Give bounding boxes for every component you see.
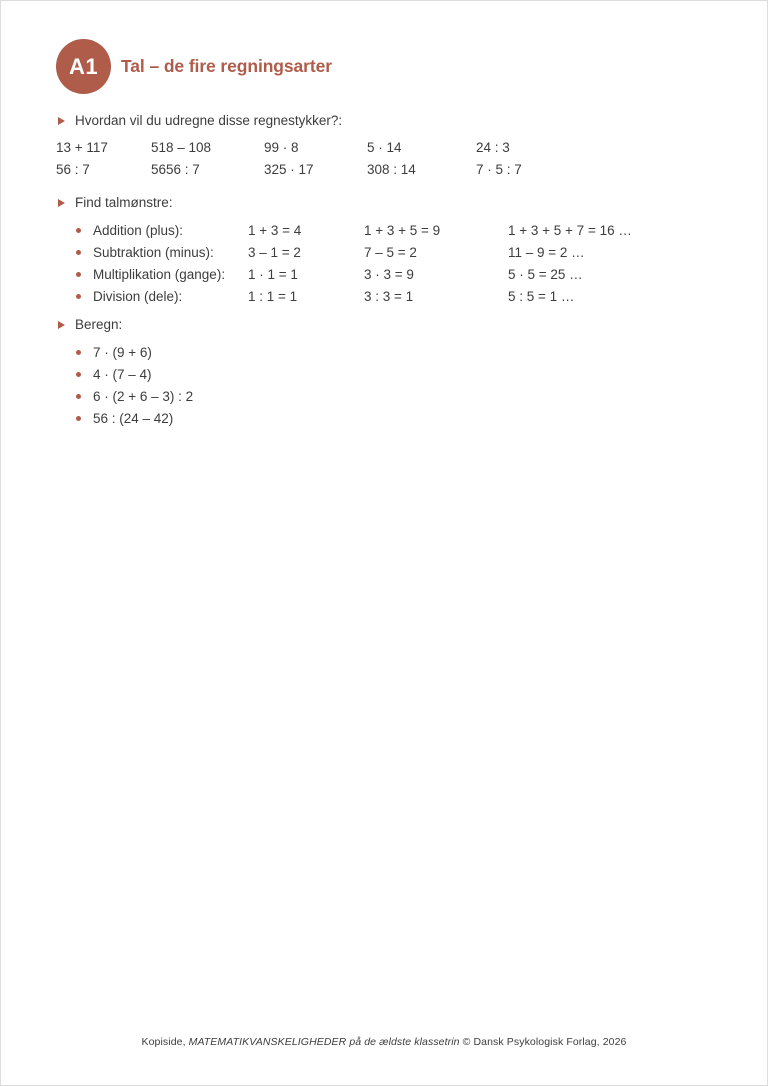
pattern-label: Subtraktion (minus): [93,244,214,260]
compute-expression: 4 · (7 – 4) [93,366,152,382]
bullet-cell [56,294,93,299]
exercise-cell: 308 : 14 [367,162,416,177]
pattern-equation: 5 : 5 = 1 … [508,288,575,304]
pattern-equation: 3 : 3 = 1 [364,288,414,304]
exercise-cell: 56 : 7 [56,162,90,177]
pattern-equation: 1 + 3 + 5 + 7 = 16 … [508,222,632,238]
arrow-bullet-icon [58,199,65,207]
exercise-cell: 325 · 17 [264,162,314,177]
pattern-row [56,285,732,307]
pattern-equation: 1 · 1 = 1 [248,266,298,282]
pattern-equation: 5 · 5 = 25 … [508,266,583,282]
pattern-equation: 1 : 1 = 1 [248,288,298,304]
exercise-grid [56,137,732,181]
compute-item [56,363,732,385]
section-patterns-heading-text: Find talmønstre: [75,195,173,210]
pattern-equation: 1 + 3 = 4 [248,222,302,238]
pattern-label: Addition (plus): [93,222,184,238]
exercise-cell: 24 : 3 [476,140,510,155]
compute-item [56,341,732,363]
bullet-cell [56,272,93,277]
section-exercises [56,113,732,181]
compute-item [56,385,732,407]
section-exercises-heading [56,113,732,128]
pattern-equation: 7 – 5 = 2 [364,244,417,260]
exercise-number-badge: A1 [56,39,111,94]
footer-credit [1,1036,767,1048]
section-compute [56,317,732,429]
compute-expression: 6 · (2 + 6 – 3) : 2 [93,388,194,404]
footer-suffix: © Dansk Psykologisk Forlag, 2026 [459,1036,627,1048]
compute-items [56,341,732,429]
section-exercises-heading-text: Hvordan vil du udregne disse regnestykker?: [75,113,343,128]
compute-expression: 56 : (24 – 42) [93,410,174,426]
footer-prefix: Kopiside, [141,1036,189,1048]
section-compute-heading [56,317,732,332]
arrow-bullet-icon [58,321,65,329]
section-patterns-heading [56,195,732,210]
pattern-equation: 1 + 3 + 5 = 9 [364,222,441,238]
pattern-label: Division (dele): [93,288,183,304]
dot-bullet-icon [76,294,81,299]
compute-item [56,407,732,429]
dot-bullet-icon [76,416,81,421]
arrow-bullet-icon [58,117,65,125]
footer-book-title: MATEMATIKVANSKELIGHEDER på de ældste klassetrin [188,1036,460,1048]
dot-bullet-icon [76,394,81,399]
pattern-label: Multiplikation (gange): [93,266,226,282]
compute-expression: 7 · (9 + 6) [93,344,152,360]
dot-bullet-icon [76,350,81,355]
bullet-cell [56,228,93,233]
dot-bullet-icon [76,272,81,277]
exercise-cell: 518 – 108 [151,140,212,155]
exercise-cell: 5656 : 7 [151,162,200,177]
exercise-cell: 7 · 5 : 7 [476,162,522,177]
dot-bullet-icon [76,372,81,377]
dot-bullet-icon [76,250,81,255]
pattern-equation: 11 – 9 = 2 … [508,244,585,260]
dot-bullet-icon [76,228,81,233]
pattern-equation: 3 – 1 = 2 [248,244,301,260]
exercise-cell: 13 + 117 [56,140,108,155]
section-compute-heading-text: Beregn: [75,317,123,332]
pattern-row [56,241,732,263]
exercise-cell: 5 · 14 [367,140,402,155]
pattern-rows [56,219,732,307]
pattern-row [56,263,732,285]
pattern-row [56,219,732,241]
page-title: Tal – de fire regningsarter [121,56,332,76]
exercise-cell: 99 · 8 [264,140,299,155]
section-patterns [56,195,732,307]
bullet-cell [56,250,93,255]
pattern-equation: 3 · 3 = 9 [364,266,414,282]
